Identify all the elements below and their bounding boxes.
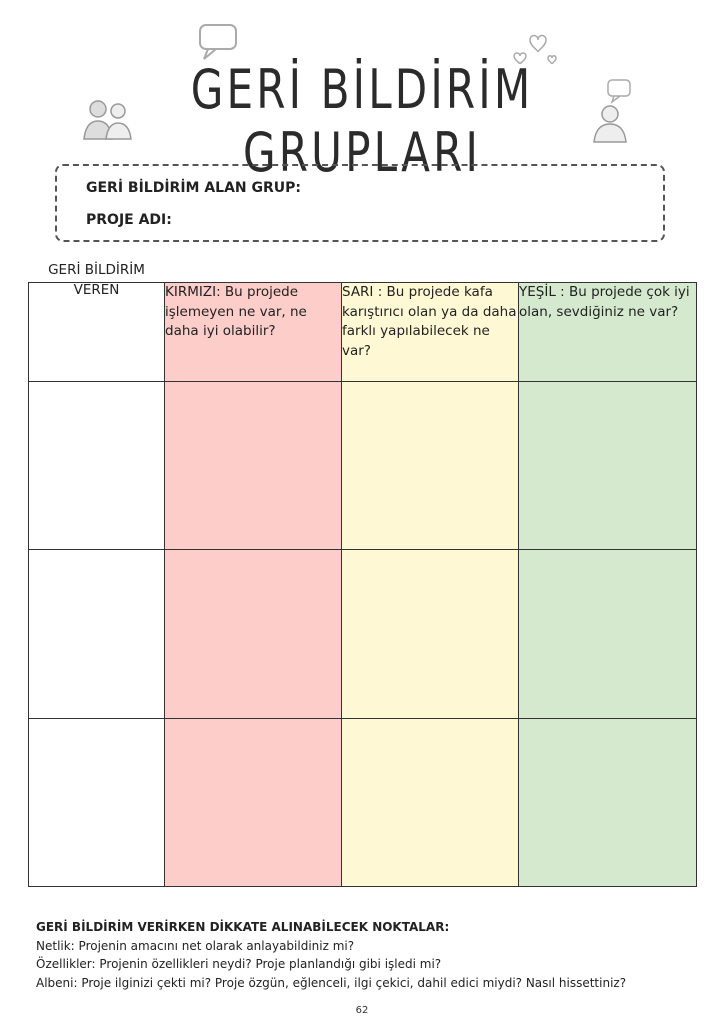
header-green: YEŞİL : Bu projede çok iyi olan, sevdiğiniz ne var? <box>519 283 697 382</box>
header-giver-label: GERİ BİLDİRİM VEREN <box>48 262 145 298</box>
table-row <box>29 550 697 718</box>
speech-bubble-icon <box>196 22 242 62</box>
page-number: 62 <box>355 1005 369 1016</box>
note-item <box>36 974 626 993</box>
note-term: Özellikler: <box>36 957 96 972</box>
note-text: Projenin amacını net olarak anlayabildiniz mi? <box>74 938 355 953</box>
yellow-cell[interactable] <box>342 382 519 550</box>
note-term: Netlik: <box>36 938 75 953</box>
page-title: GERİ BİLDİRİM GRUPLARI <box>190 58 534 184</box>
notes-section <box>36 918 626 992</box>
red-cell[interactable] <box>165 718 342 886</box>
note-text: Projenin özellikleri neydi? Proje planlandığı gibi işledi mi? <box>95 957 442 972</box>
note-item <box>36 955 626 974</box>
feedback-table <box>28 262 697 887</box>
info-box <box>55 164 665 242</box>
yellow-cell[interactable] <box>342 550 519 718</box>
table-row <box>29 382 697 550</box>
green-cell[interactable] <box>519 382 697 550</box>
header-red: KIRMIZI: Bu projede işlemeyen ne var, ne daha iyi olabilir? <box>165 283 342 382</box>
giver-cell[interactable] <box>29 382 165 550</box>
green-cell[interactable] <box>519 550 697 718</box>
note-term: Albeni: <box>36 975 78 990</box>
giver-cell[interactable] <box>29 718 165 886</box>
red-cell[interactable] <box>165 382 342 550</box>
header-row <box>29 283 697 382</box>
header-yellow: SARI : Bu projede kafa karıştırıcı olan ya da daha farklı yapılabilecek ne var? <box>342 283 519 382</box>
group-label: GERİ BİLDİRİM ALAN GRUP: <box>86 180 302 196</box>
notes-heading: GERİ BİLDİRİM VERİRKEN DİKKATE ALINABİLECEK NOKTALAR: <box>36 920 450 934</box>
note-item <box>36 937 626 956</box>
table-row <box>29 718 697 886</box>
note-text: Proje ilginizi çekti mi? Proje özgün, eğlenceli, ilgi çekici, dahil edici miydi? Nasıl hissettiniz? <box>77 975 627 990</box>
red-cell[interactable] <box>165 550 342 718</box>
project-label: PROJE ADI: <box>86 212 172 228</box>
giver-cell[interactable] <box>29 550 165 718</box>
green-cell[interactable] <box>519 718 697 886</box>
yellow-cell[interactable] <box>342 718 519 886</box>
header-giver <box>29 262 165 382</box>
